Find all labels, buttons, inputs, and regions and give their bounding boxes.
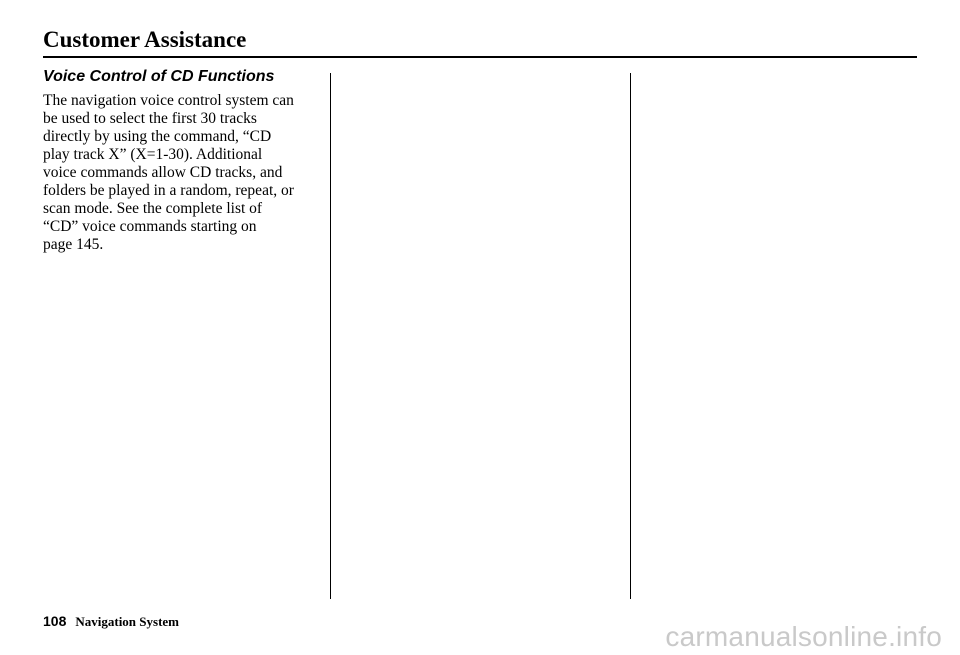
body-line: directly by using the command, “CD [43, 128, 272, 145]
body-line: play track X” (X=1-30). Additional [43, 146, 263, 163]
body-line: be used to select the first 30 tracks [43, 110, 257, 127]
header-rule [43, 56, 917, 58]
body-line: page 145. [43, 236, 104, 253]
body-line: folders be played in a random, repeat, or [43, 182, 294, 199]
section-heading: Voice Control of CD Functions [43, 68, 275, 85]
watermark: carmanualsonline.info [665, 621, 942, 652]
body-line: The navigation voice control system can [43, 92, 294, 109]
body-line: “CD” voice commands starting on [43, 218, 257, 235]
body-paragraph [43, 92, 325, 254]
page-number: 108 [43, 613, 67, 629]
body-line: voice commands allow CD tracks, and [43, 164, 283, 181]
body-line: scan mode. See the complete list of [43, 200, 263, 217]
column-divider-right [630, 73, 631, 599]
page-title: Customer Assistance [43, 27, 247, 52]
footer-title: Navigation System [75, 614, 179, 629]
page-footer [43, 613, 179, 631]
column-divider-left [330, 73, 331, 599]
